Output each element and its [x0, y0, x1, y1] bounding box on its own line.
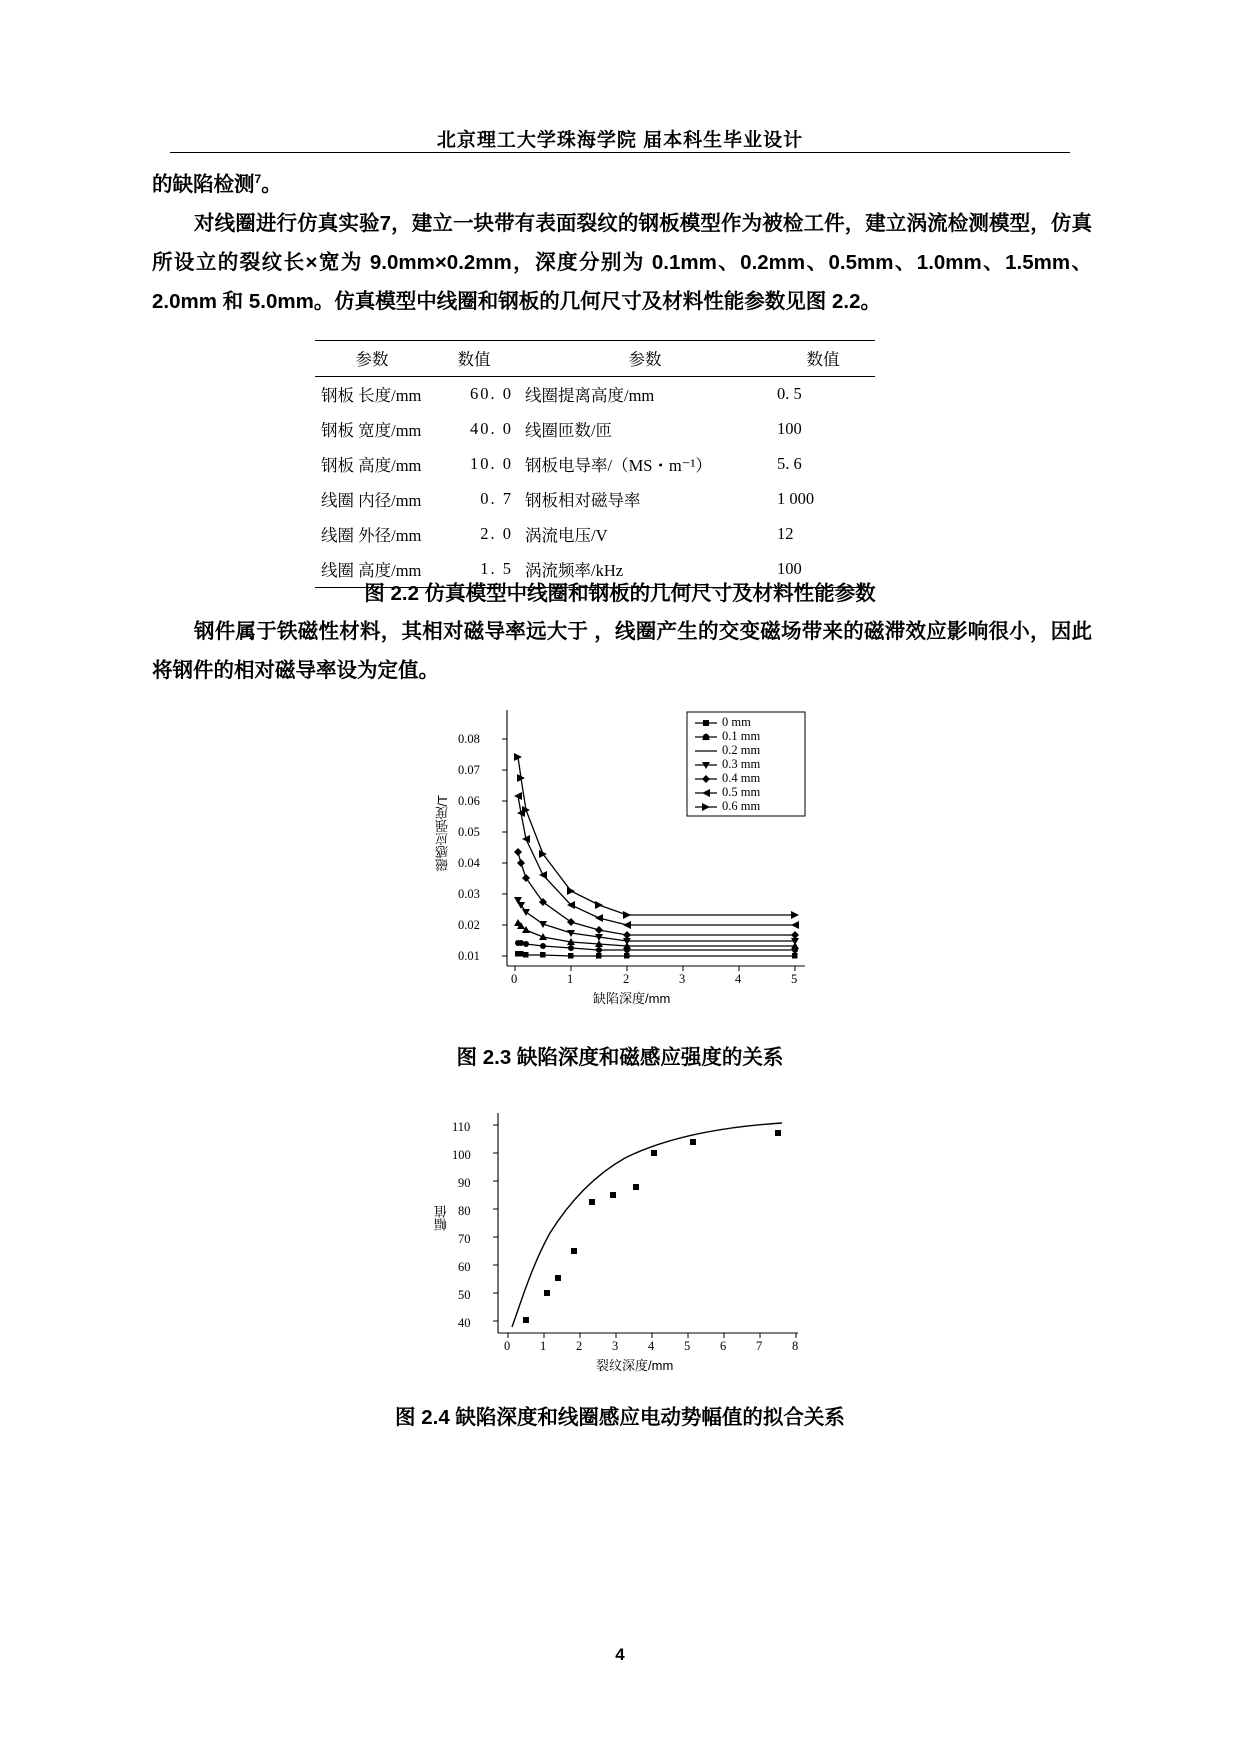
chart23-xtick-3: 3 — [679, 972, 686, 986]
chart24-x-axis-label: 裂纹深度/mm — [596, 1358, 674, 1373]
chart23-y-axis-label: 磁感应强度/T — [435, 795, 450, 872]
chart23-ytick-7: 0.08 — [458, 732, 480, 746]
cell-param-left: 钢板 高度/mm — [321, 456, 422, 475]
cell-param-left: 钢板 长度/mm — [321, 386, 422, 405]
figure-caption-2-3: 图 2.3 缺陷深度和磁感应强度的关系 — [456, 1046, 784, 1069]
cell-value-right: 0. 5 — [777, 384, 802, 403]
chart23-ytick-4: 0.05 — [458, 825, 480, 839]
cell-value-left: 60. 0 — [470, 384, 513, 403]
cell-param-right: 涡流电压/V — [525, 526, 608, 545]
cell-value-right: 12 — [777, 524, 794, 543]
chart23-legend-2: 0.2 mm — [722, 743, 761, 757]
chart24-ytick-7: 110 — [452, 1120, 471, 1134]
figure-2-3-chart — [415, 700, 825, 1010]
chart24-xtick-6: 6 — [720, 1339, 727, 1353]
cell-param-left: 线圈 内径/mm — [321, 491, 422, 510]
cell-param-left: 线圈 高度/mm — [315, 552, 429, 588]
chart24-xtick-4: 4 — [648, 1339, 655, 1353]
header-divider — [170, 152, 1070, 153]
cell-param-right: 钢板电导率/（MS・m⁻¹） — [525, 456, 712, 475]
table-row — [315, 482, 875, 517]
chart23-xtick-4: 4 — [735, 972, 742, 986]
chart23-legend-3: 0.3 mm — [722, 757, 761, 771]
paragraph-continuation-text: 的缺陷检测 — [152, 172, 255, 196]
cell-param-right: 线圈提离高度/mm — [525, 386, 655, 405]
table-row — [315, 377, 875, 413]
chart23-ytick-0: 0.01 — [458, 949, 480, 963]
table-row — [315, 412, 875, 447]
chart24-ytick-4: 80 — [458, 1204, 471, 1218]
table-header-param-left: 参数 — [315, 341, 429, 377]
chart24-ytick-1: 50 — [458, 1288, 471, 1302]
chart23-ytick-3: 0.04 — [458, 856, 480, 870]
cell-value-left: 10. 0 — [470, 454, 513, 473]
chart24-xtick-0: 0 — [504, 1339, 511, 1353]
cell-value-left: 40. 0 — [470, 419, 513, 438]
parameters-table-wrapper — [315, 340, 875, 588]
paragraph-continuation-period: 。 — [261, 172, 282, 196]
table-row — [315, 447, 875, 482]
chart24-y-axis-label: 幅值 — [434, 1205, 449, 1231]
table-row — [315, 517, 875, 552]
paragraph-1: 对线圈进行仿真实验7，建立一块带有表面裂纹的钢板模型作为被检工件，建立涡流检测模型，仿真所设立的裂纹长×宽为 9.0mm×0.2mm，深度分别为 0.1mm、0.2mm、0.5mm、1.0mm、1.5mm、2.0mm 和 5.0mm。仿真模型中线圈和钢板的几何尺寸及材料性能参数见图 2.2。 — [152, 211, 1092, 313]
parameters-table — [315, 340, 875, 588]
figure-caption-2-4: 图 2.4 缺陷深度和线圈感应电动势幅值的拟合关系 — [395, 1406, 845, 1429]
chart23-legend-6: 0.6 mm — [722, 799, 761, 813]
chart24-ytick-2: 60 — [458, 1260, 471, 1274]
cell-param-right: 涡流频率/kHz — [519, 552, 771, 588]
chart23-legend-5: 0.5 mm — [722, 785, 761, 799]
chart24-xtick-3: 3 — [612, 1339, 619, 1353]
chart24-xtick-2: 2 — [576, 1339, 583, 1353]
chart24-ytick-0: 40 — [458, 1316, 471, 1330]
table-header-param-right: 参数 — [519, 341, 771, 377]
chart23-legend-0: 0 mm — [722, 715, 751, 729]
chart23-ytick-6: 0.07 — [458, 763, 480, 777]
cell-param-right: 钢板相对磁导率 — [525, 491, 641, 510]
chart23-ytick-1: 0.02 — [458, 918, 480, 932]
cell-value-right: 100 — [771, 552, 875, 588]
cell-param-left: 线圈 外径/mm — [321, 526, 422, 545]
chart23-legend-4: 0.4 mm — [722, 771, 761, 785]
paragraph-2: 钢件属于铁磁性材料，其相对磁导率远大于 ，线圈产生的交变磁场带来的磁滞效应影响很小，因此将钢件的相对磁导率设为定值。 — [152, 620, 1092, 682]
chart-2-4-svg — [420, 1105, 820, 1375]
chart24-xtick-1: 1 — [540, 1339, 547, 1353]
cell-value-right: 5. 6 — [777, 454, 802, 473]
table-header-value-right: 数值 — [771, 341, 875, 377]
cell-value-right: 100 — [777, 419, 802, 438]
chart23-xtick-5: 5 — [791, 972, 798, 986]
body-text-block — [152, 160, 1092, 321]
figure-2-4-chart — [420, 1105, 820, 1375]
chart23-xtick-2: 2 — [623, 972, 630, 986]
chart23-xtick-0: 0 — [511, 972, 518, 986]
chart24-xtick-8: 8 — [792, 1339, 799, 1353]
cell-value-left: 1. 5 — [429, 552, 519, 588]
chart24-ytick-6: 100 — [452, 1148, 471, 1162]
chart23-ytick-5: 0.06 — [458, 794, 480, 808]
cell-value-left: 2. 0 — [480, 524, 513, 543]
chart24-xtick-5: 5 — [684, 1339, 691, 1353]
page-header: 北京理工大学珠海学院 届本科生毕业设计 — [436, 130, 804, 151]
chart23-x-axis-label: 缺陷深度/mm — [593, 991, 671, 1006]
chart24-xtick-7: 7 — [756, 1339, 763, 1353]
chart23-legend-1: 0.1 mm — [722, 729, 761, 743]
figure-caption-2-2: 图 2.2 仿真模型中线圈和钢板的几何尺寸及材料性能参数 — [364, 582, 876, 605]
cell-param-right: 线圈匝数/匝 — [525, 421, 613, 440]
cell-value-left: 0. 7 — [480, 489, 513, 508]
chart24-ytick-3: 70 — [458, 1232, 471, 1246]
chart24-ytick-5: 90 — [458, 1176, 471, 1190]
table-body — [315, 377, 875, 588]
table-header-row — [315, 341, 875, 377]
footnote-marker: 7 — [254, 172, 262, 186]
cell-value-right: 1 000 — [777, 489, 815, 508]
table-header-value-left: 数值 — [429, 341, 519, 377]
chart23-ytick-2: 0.03 — [458, 887, 480, 901]
chart23-xtick-1: 1 — [567, 972, 574, 986]
paragraph-continuation — [152, 160, 1092, 204]
page-number: 4 — [615, 1645, 625, 1664]
cell-param-left: 钢板 宽度/mm — [321, 421, 422, 440]
